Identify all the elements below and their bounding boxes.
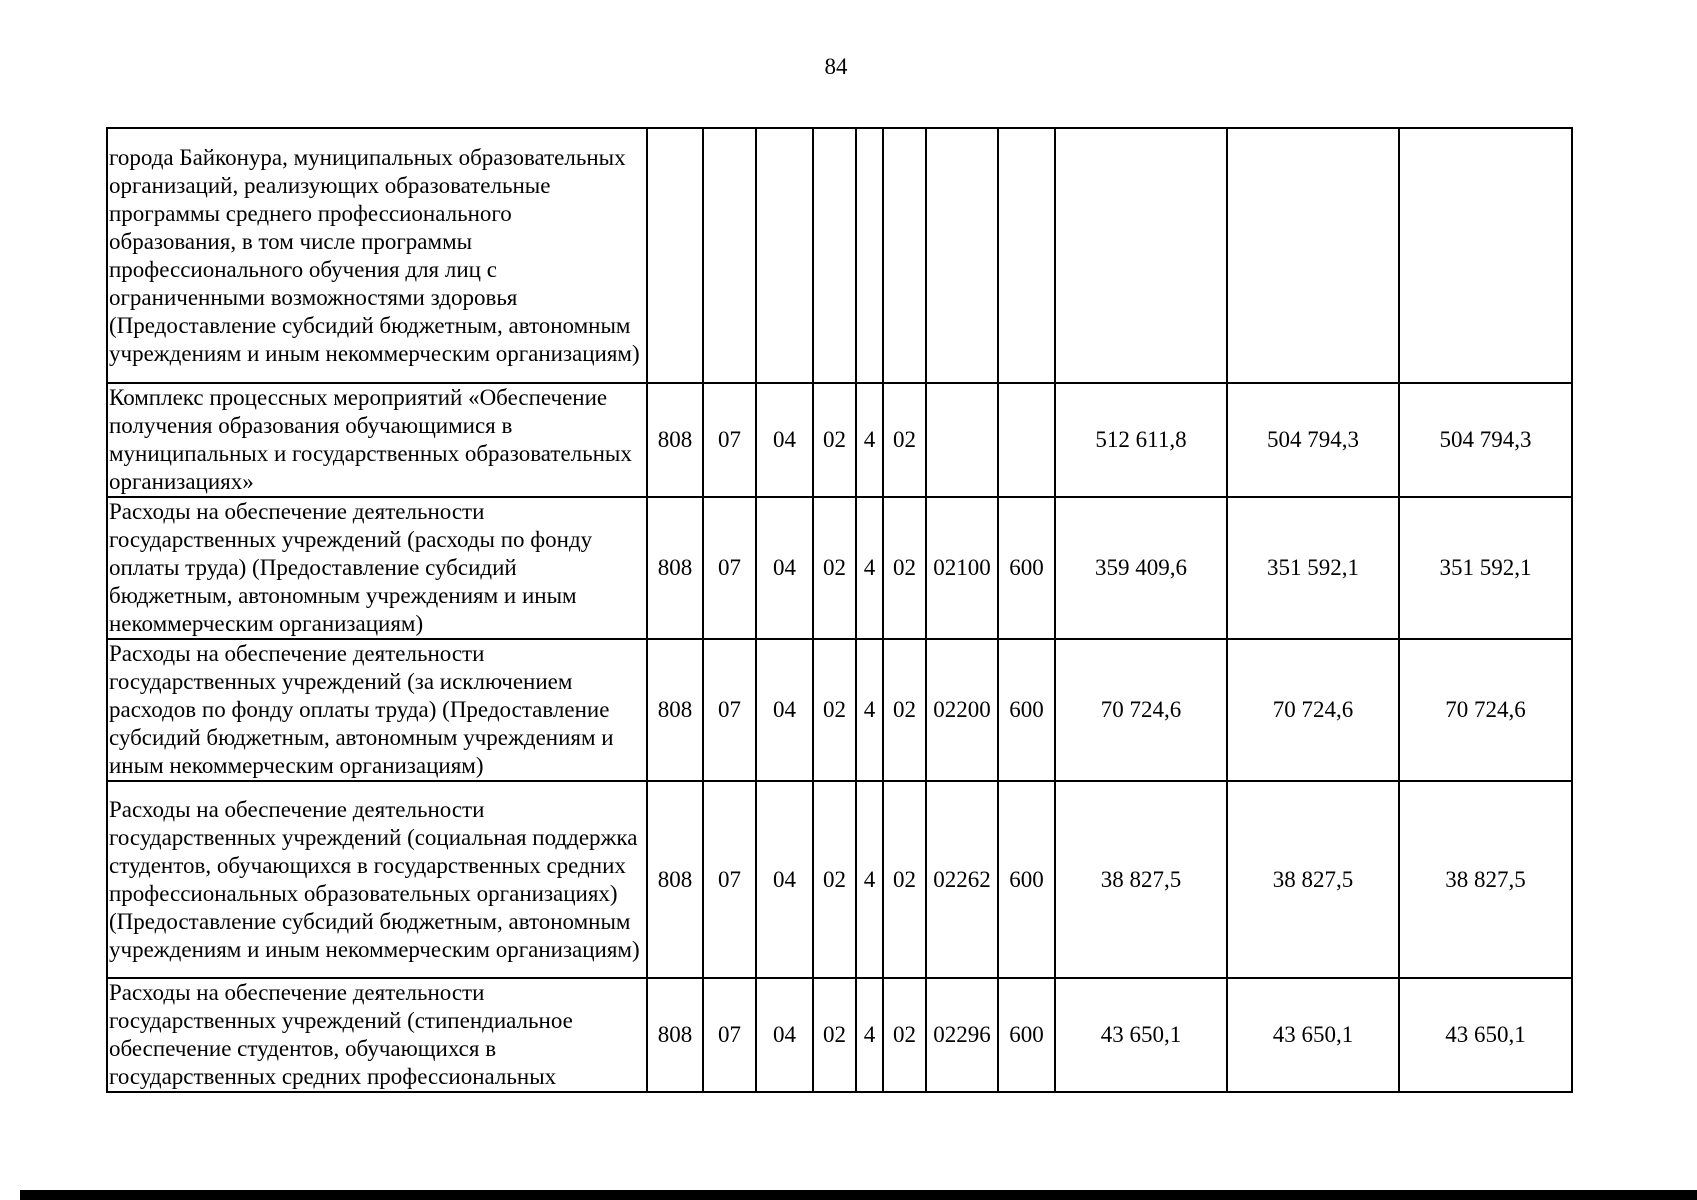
- section-code-cell: 07: [703, 978, 756, 1092]
- row-description: Расходы на обеспечение деятельности государственных учреждений (стипендиальное обеспечение студентов, обучающихся в государственных средних профессиональных: [107, 978, 647, 1092]
- ministry-code-cell: [647, 128, 703, 383]
- table-row: [107, 383, 1572, 497]
- row-description: Расходы на обеспечение деятельности государственных учреждений (расходы по фонду оплаты труда) (Предоставление субсидий бюджетным, автономным учреждениям и иным некоммерческим организациям): [107, 497, 647, 639]
- program-code-cell: 02: [813, 639, 856, 781]
- subsection-code-cell: 04: [756, 978, 813, 1092]
- expense-type-cell: [998, 383, 1055, 497]
- amount-year2-cell: 43 650,1: [1227, 978, 1399, 1092]
- amount-year1-cell: 512 611,8: [1055, 383, 1227, 497]
- amount-year3-cell: 70 724,6: [1399, 639, 1572, 781]
- amount-year3-cell: 351 592,1: [1399, 497, 1572, 639]
- subsection-code-cell: 04: [756, 639, 813, 781]
- complex-code-cell: 02: [883, 383, 926, 497]
- table-row: [107, 128, 1572, 383]
- kind-code-cell: [856, 128, 883, 383]
- amount-year3-cell: 38 827,5: [1399, 781, 1572, 978]
- direction-code-cell: [926, 383, 998, 497]
- program-code-cell: [813, 128, 856, 383]
- amount-year1-cell: 359 409,6: [1055, 497, 1227, 639]
- expense-type-cell: 600: [998, 978, 1055, 1092]
- complex-code-cell: 02: [883, 978, 926, 1092]
- amount-year3-cell: 43 650,1: [1399, 978, 1572, 1092]
- ministry-code-cell: 808: [647, 639, 703, 781]
- section-code-cell: 07: [703, 639, 756, 781]
- subsection-code-cell: [756, 128, 813, 383]
- kind-code-cell: 4: [856, 639, 883, 781]
- expense-type-cell: 600: [998, 639, 1055, 781]
- expense-type-cell: 600: [998, 781, 1055, 978]
- section-code-cell: [703, 128, 756, 383]
- complex-code-cell: [883, 128, 926, 383]
- ministry-code-cell: 808: [647, 383, 703, 497]
- subsection-code-cell: 04: [756, 383, 813, 497]
- scan-border-bar: [20, 1190, 1697, 1200]
- amount-year2-cell: [1227, 128, 1399, 383]
- kind-code-cell: 4: [856, 383, 883, 497]
- amount-year1-cell: 70 724,6: [1055, 639, 1227, 781]
- direction-code-cell: [926, 128, 998, 383]
- amount-year3-cell: [1399, 128, 1572, 383]
- amount-year1-cell: 43 650,1: [1055, 978, 1227, 1092]
- expense-type-cell: 600: [998, 497, 1055, 639]
- direction-code-cell: 02296: [926, 978, 998, 1092]
- direction-code-cell: 02200: [926, 639, 998, 781]
- row-description: Комплекс процессных мероприятий «Обеспечение получения образования обучающимися в муниципальных и государственных образовательных организациях»: [107, 383, 647, 497]
- program-code-cell: 02: [813, 497, 856, 639]
- row-description: Расходы на обеспечение деятельности государственных учреждений (социальная поддержка студентов, обучающихся в государственных средних профессиональных образовательных организациях) (Предоставление субсидий бюджетным, автономным учреждениям и иным некоммерческим организациям): [107, 781, 647, 978]
- table-row: [107, 497, 1572, 639]
- amount-year2-cell: 70 724,6: [1227, 639, 1399, 781]
- section-code-cell: 07: [703, 383, 756, 497]
- ministry-code-cell: 808: [647, 978, 703, 1092]
- direction-code-cell: 02100: [926, 497, 998, 639]
- ministry-code-cell: 808: [647, 497, 703, 639]
- table-row: [107, 781, 1572, 978]
- row-description: Расходы на обеспечение деятельности государственных учреждений (за исключением расходов по фонду оплаты труда) (Предоставление субсидий бюджетным, автономным учреждениям и иным некоммерческим организациям): [107, 639, 647, 781]
- amount-year2-cell: 504 794,3: [1227, 383, 1399, 497]
- subsection-code-cell: 04: [756, 497, 813, 639]
- row-description: города Байконура, муниципальных образовательных организаций, реализующих образовательные программы среднего профессионального образования, в том числе программы профессионального обучения для лиц с ограниченными возможностями здоровья (Предоставление субсидий бюджетным, автономным учреждениям и иным некоммерческим организациям): [107, 128, 647, 383]
- amount-year2-cell: 38 827,5: [1227, 781, 1399, 978]
- table-row: [107, 978, 1572, 1092]
- section-code-cell: 07: [703, 781, 756, 978]
- section-code-cell: 07: [703, 497, 756, 639]
- amount-year3-cell: 504 794,3: [1399, 383, 1572, 497]
- page-number: 84: [824, 54, 848, 79]
- program-code-cell: 02: [813, 383, 856, 497]
- direction-code-cell: 02262: [926, 781, 998, 978]
- complex-code-cell: 02: [883, 497, 926, 639]
- subsection-code-cell: 04: [756, 781, 813, 978]
- complex-code-cell: 02: [883, 781, 926, 978]
- program-code-cell: 02: [813, 781, 856, 978]
- amount-year1-cell: [1055, 128, 1227, 383]
- ministry-code-cell: 808: [647, 781, 703, 978]
- kind-code-cell: 4: [856, 497, 883, 639]
- budget-table: [106, 127, 1573, 1093]
- expense-type-cell: [998, 128, 1055, 383]
- amount-year2-cell: 351 592,1: [1227, 497, 1399, 639]
- table-row: [107, 639, 1572, 781]
- kind-code-cell: 4: [856, 978, 883, 1092]
- kind-code-cell: 4: [856, 781, 883, 978]
- complex-code-cell: 02: [883, 639, 926, 781]
- amount-year1-cell: 38 827,5: [1055, 781, 1227, 978]
- program-code-cell: 02: [813, 978, 856, 1092]
